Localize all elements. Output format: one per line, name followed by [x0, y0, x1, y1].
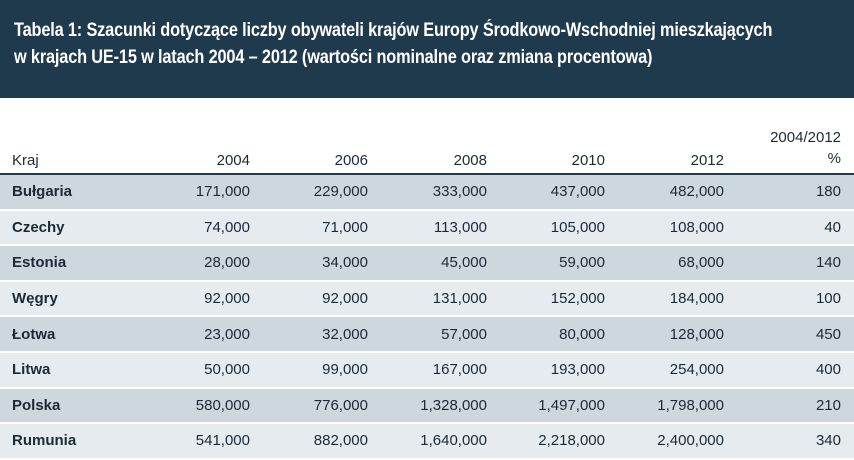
cell-kraj: Czechy	[12, 218, 65, 236]
table-row	[0, 210, 854, 246]
header-change-top: 2004/2012	[770, 129, 841, 146]
cell-2008: 333,000	[432, 183, 487, 201]
cell-2006: 882,000	[313, 432, 368, 450]
header-change	[724, 110, 854, 174]
cell-2004: 92,000	[204, 290, 250, 308]
table-row	[0, 245, 854, 281]
cell-kraj: Węgry	[12, 290, 58, 308]
cell-kraj: Polska	[12, 396, 61, 414]
title-banner	[0, 0, 854, 98]
cell-change: 40	[824, 218, 841, 236]
cell-2006: 32,000	[322, 325, 368, 343]
cell-change: 140	[815, 254, 841, 272]
table-body	[0, 174, 854, 459]
cell-2008: 57,000	[441, 325, 487, 343]
header-row	[0, 110, 854, 174]
cell-kraj: Estonia	[12, 254, 67, 272]
cell-kraj: Bułgaria	[12, 183, 73, 201]
cell-2012: 1,798,000	[657, 396, 724, 414]
cell-2004: 171,000	[195, 183, 250, 201]
cell-kraj: Rumunia	[12, 432, 77, 450]
cell-2004: 74,000	[204, 218, 250, 236]
cell-2010: 59,000	[559, 254, 605, 272]
cell-2006: 92,000	[322, 290, 368, 308]
cell-2010: 1,497,000	[538, 396, 605, 414]
cell-2012: 482,000	[669, 183, 724, 201]
cell-2012: 2,400,000	[657, 432, 724, 450]
cell-2004: 28,000	[204, 254, 250, 272]
header-2004: 2004	[216, 152, 250, 169]
cell-2012: 128,000	[669, 325, 724, 343]
cell-2010: 193,000	[550, 361, 605, 379]
cell-change: 210	[815, 396, 841, 414]
cell-2008: 113,000	[433, 218, 487, 236]
table-header	[0, 110, 854, 174]
cell-2004: 50,000	[204, 361, 250, 379]
cell-2006: 229,000	[313, 183, 368, 201]
table-row	[0, 174, 854, 210]
table-row	[0, 423, 854, 459]
cell-2012: 108,000	[669, 218, 724, 236]
header-kraj: Kraj	[12, 152, 39, 169]
table-title-line-2: w krajach UE-15 w latach 2004 – 2012 (wartości nominalne oraz zmiana procentowa)	[14, 47, 653, 68]
cell-2008: 1,640,000	[420, 432, 487, 450]
cell-2010: 105,000	[550, 218, 605, 236]
cell-2010: 152,000	[550, 290, 605, 308]
table-row	[0, 388, 854, 424]
cell-change: 100	[815, 290, 841, 308]
header-2010: 2010	[571, 152, 605, 169]
table-row	[0, 316, 854, 352]
cell-2004: 541,000	[195, 432, 250, 450]
cell-2012: 184,000	[669, 290, 724, 308]
cell-2006: 71,000	[322, 218, 368, 236]
cell-change: 400	[815, 361, 841, 379]
cell-kraj: Łotwa	[12, 325, 56, 343]
data-table	[0, 110, 854, 460]
cell-2008: 167,000	[432, 361, 487, 379]
table-row	[0, 281, 854, 317]
table-row	[0, 352, 854, 388]
header-2012: 2012	[690, 152, 724, 169]
cell-change: 450	[815, 325, 841, 343]
cell-2004: 23,000	[204, 325, 250, 343]
header-change-bottom: %	[827, 150, 841, 167]
data-table-container	[0, 110, 854, 460]
cell-2010: 2,218,000	[538, 432, 605, 450]
cell-2010: 80,000	[559, 325, 605, 343]
cell-change: 340	[815, 432, 841, 450]
cell-2004: 580,000	[195, 396, 250, 414]
cell-2010: 437,000	[550, 183, 605, 201]
cell-2008: 131,000	[432, 290, 487, 308]
cell-2012: 68,000	[678, 254, 724, 272]
header-2006: 2006	[334, 152, 368, 169]
cell-change: 180	[815, 183, 841, 201]
cell-2008: 1,328,000	[420, 396, 487, 414]
cell-2006: 99,000	[322, 361, 368, 379]
cell-2006: 776,000	[313, 396, 368, 414]
cell-2008: 45,000	[441, 254, 487, 272]
header-2008: 2008	[453, 152, 487, 169]
cell-kraj: Litwa	[12, 361, 51, 379]
table-title-line-1: Tabela 1: Szacunki dotyczące liczby obywateli krajów Europy Środkowo-Wschodniej mieszkających	[14, 20, 773, 41]
cell-2012: 254,000	[669, 361, 724, 379]
cell-2006: 34,000	[322, 254, 368, 272]
